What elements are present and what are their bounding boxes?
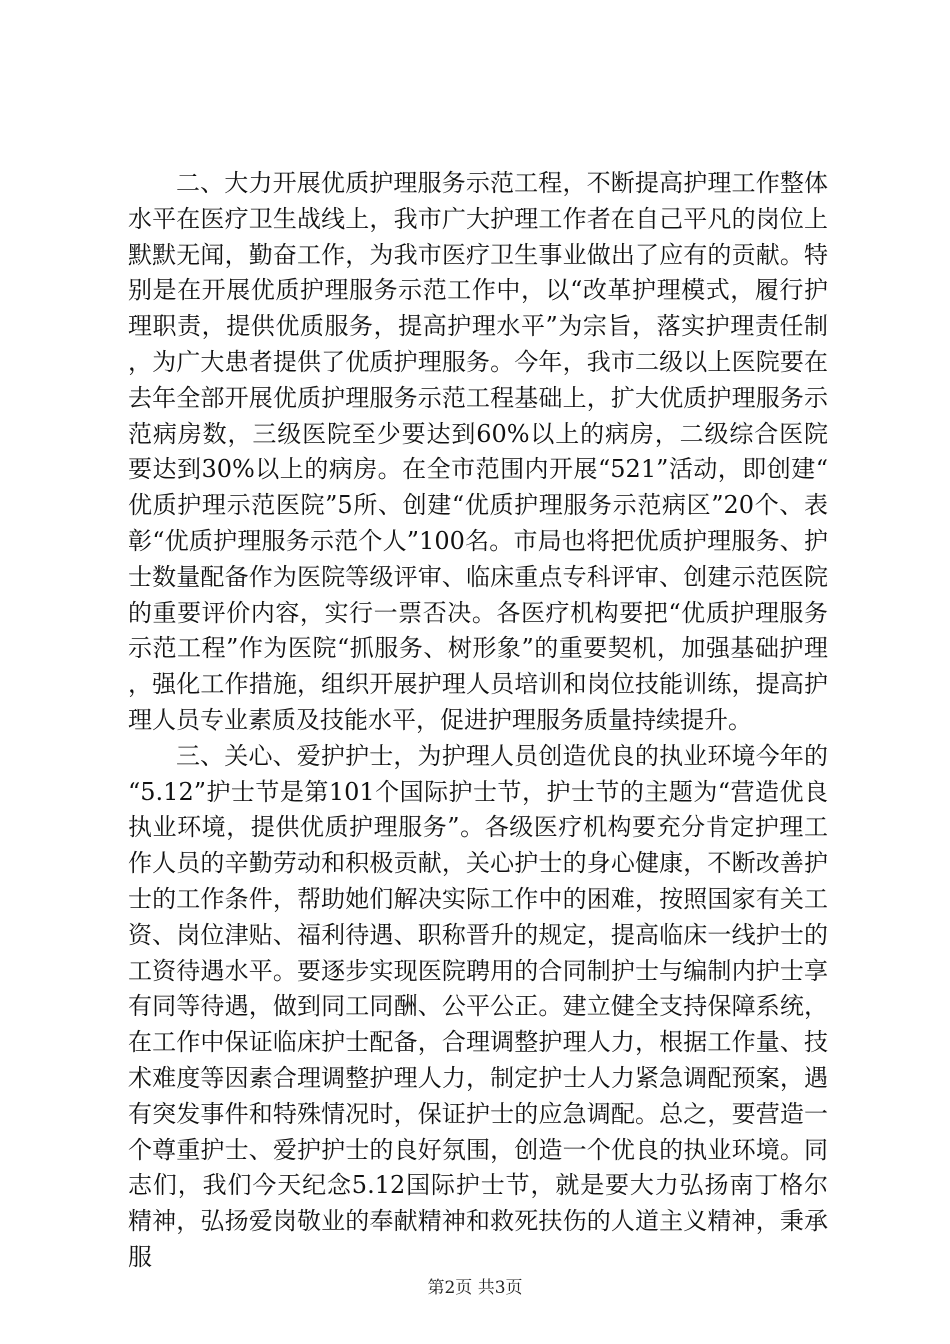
paragraph-section-three: 三、关心、爱护护士，为护理人员创造优良的执业环境今年的“5.12”护士节是第101个国际护士节，护士节的主题为“营造优良执业环境，提供优质护理服务”。各级医疗机构要充分肯定护理工作人员的辛勤劳动和积极贡献，关心护士的身心健康，不断改善护士的工作条件，帮助她们解决实际工作中的困难，按照国家有关工资、岗位津贴、福利待遇、职称晋升的规定，提高临床一线护士的工资待遇水平。要逐步实现医院聘用的合同制护士与编制内护士享有同等待遇，做到同工同酬、公平公正。建立健全支持保障系统，在工作中保证临床护士配备，合理调整护理人力，根据工作量、技术难度等因素合理调整护理人力，制定护士人力紧急调配预案，遇有突发事件和特殊情况时，保证护士的应急调配。总之，要营造一个尊重护士、爱护护士的良好氛围，创造一个优良的执业环境。同志们，我们今天纪念5.12国际护士节，就是要大力弘扬南丁格尔精神，弘扬爱岗敬业的奉献精神和救死扶伤的人道主义精神，秉承服: [128, 741, 828, 1271]
document-body: [128, 166, 828, 1276]
paragraph-section-two: 二、大力开展优质护理服务示范工程，不断提高护理工作整体水平在医疗卫生战线上，我市广大护理工作者在自己平凡的岗位上默默无闻，勤奋工作，为我市医疗卫生事业做出了应有的贡献。特别是在开展优质护理服务示范工作中，以“改革护理模式，履行护理职责，提供优质服务，提高护理水平”为宗旨，落实护理责任制，为广大患者提供了优质护理服务。今年，我市二级以上医院要在去年全部开展优质护理服务示范工程基础上，扩大优质护理服务示范病房数，三级医院至少要达到60%以上的病房，二级综合医院要达到30%以上的病房。在全市范围内开展“521”活动，即创建“优质护理示范医院”5所、创建“优质护理服务示范病区”20个、表彰“优质护理服务示范个人”100名。市局也将把优质护理服务、护士数量配备作为医院等级评审、临床重点专科评审、创建示范医院的重要评价内容，实行一票否决。各医疗机构要把“优质护理服务示范工程”作为医院“抓服务、树形象”的重要契机，加强基础护理，强化工作措施，组织开展护理人员培训和岗位技能训练，提高护理人员专业素质及技能水平，促进护理服务质量持续提升。: [128, 169, 828, 734]
page-number-footer: 第2页 共3页: [427, 1278, 523, 1298]
